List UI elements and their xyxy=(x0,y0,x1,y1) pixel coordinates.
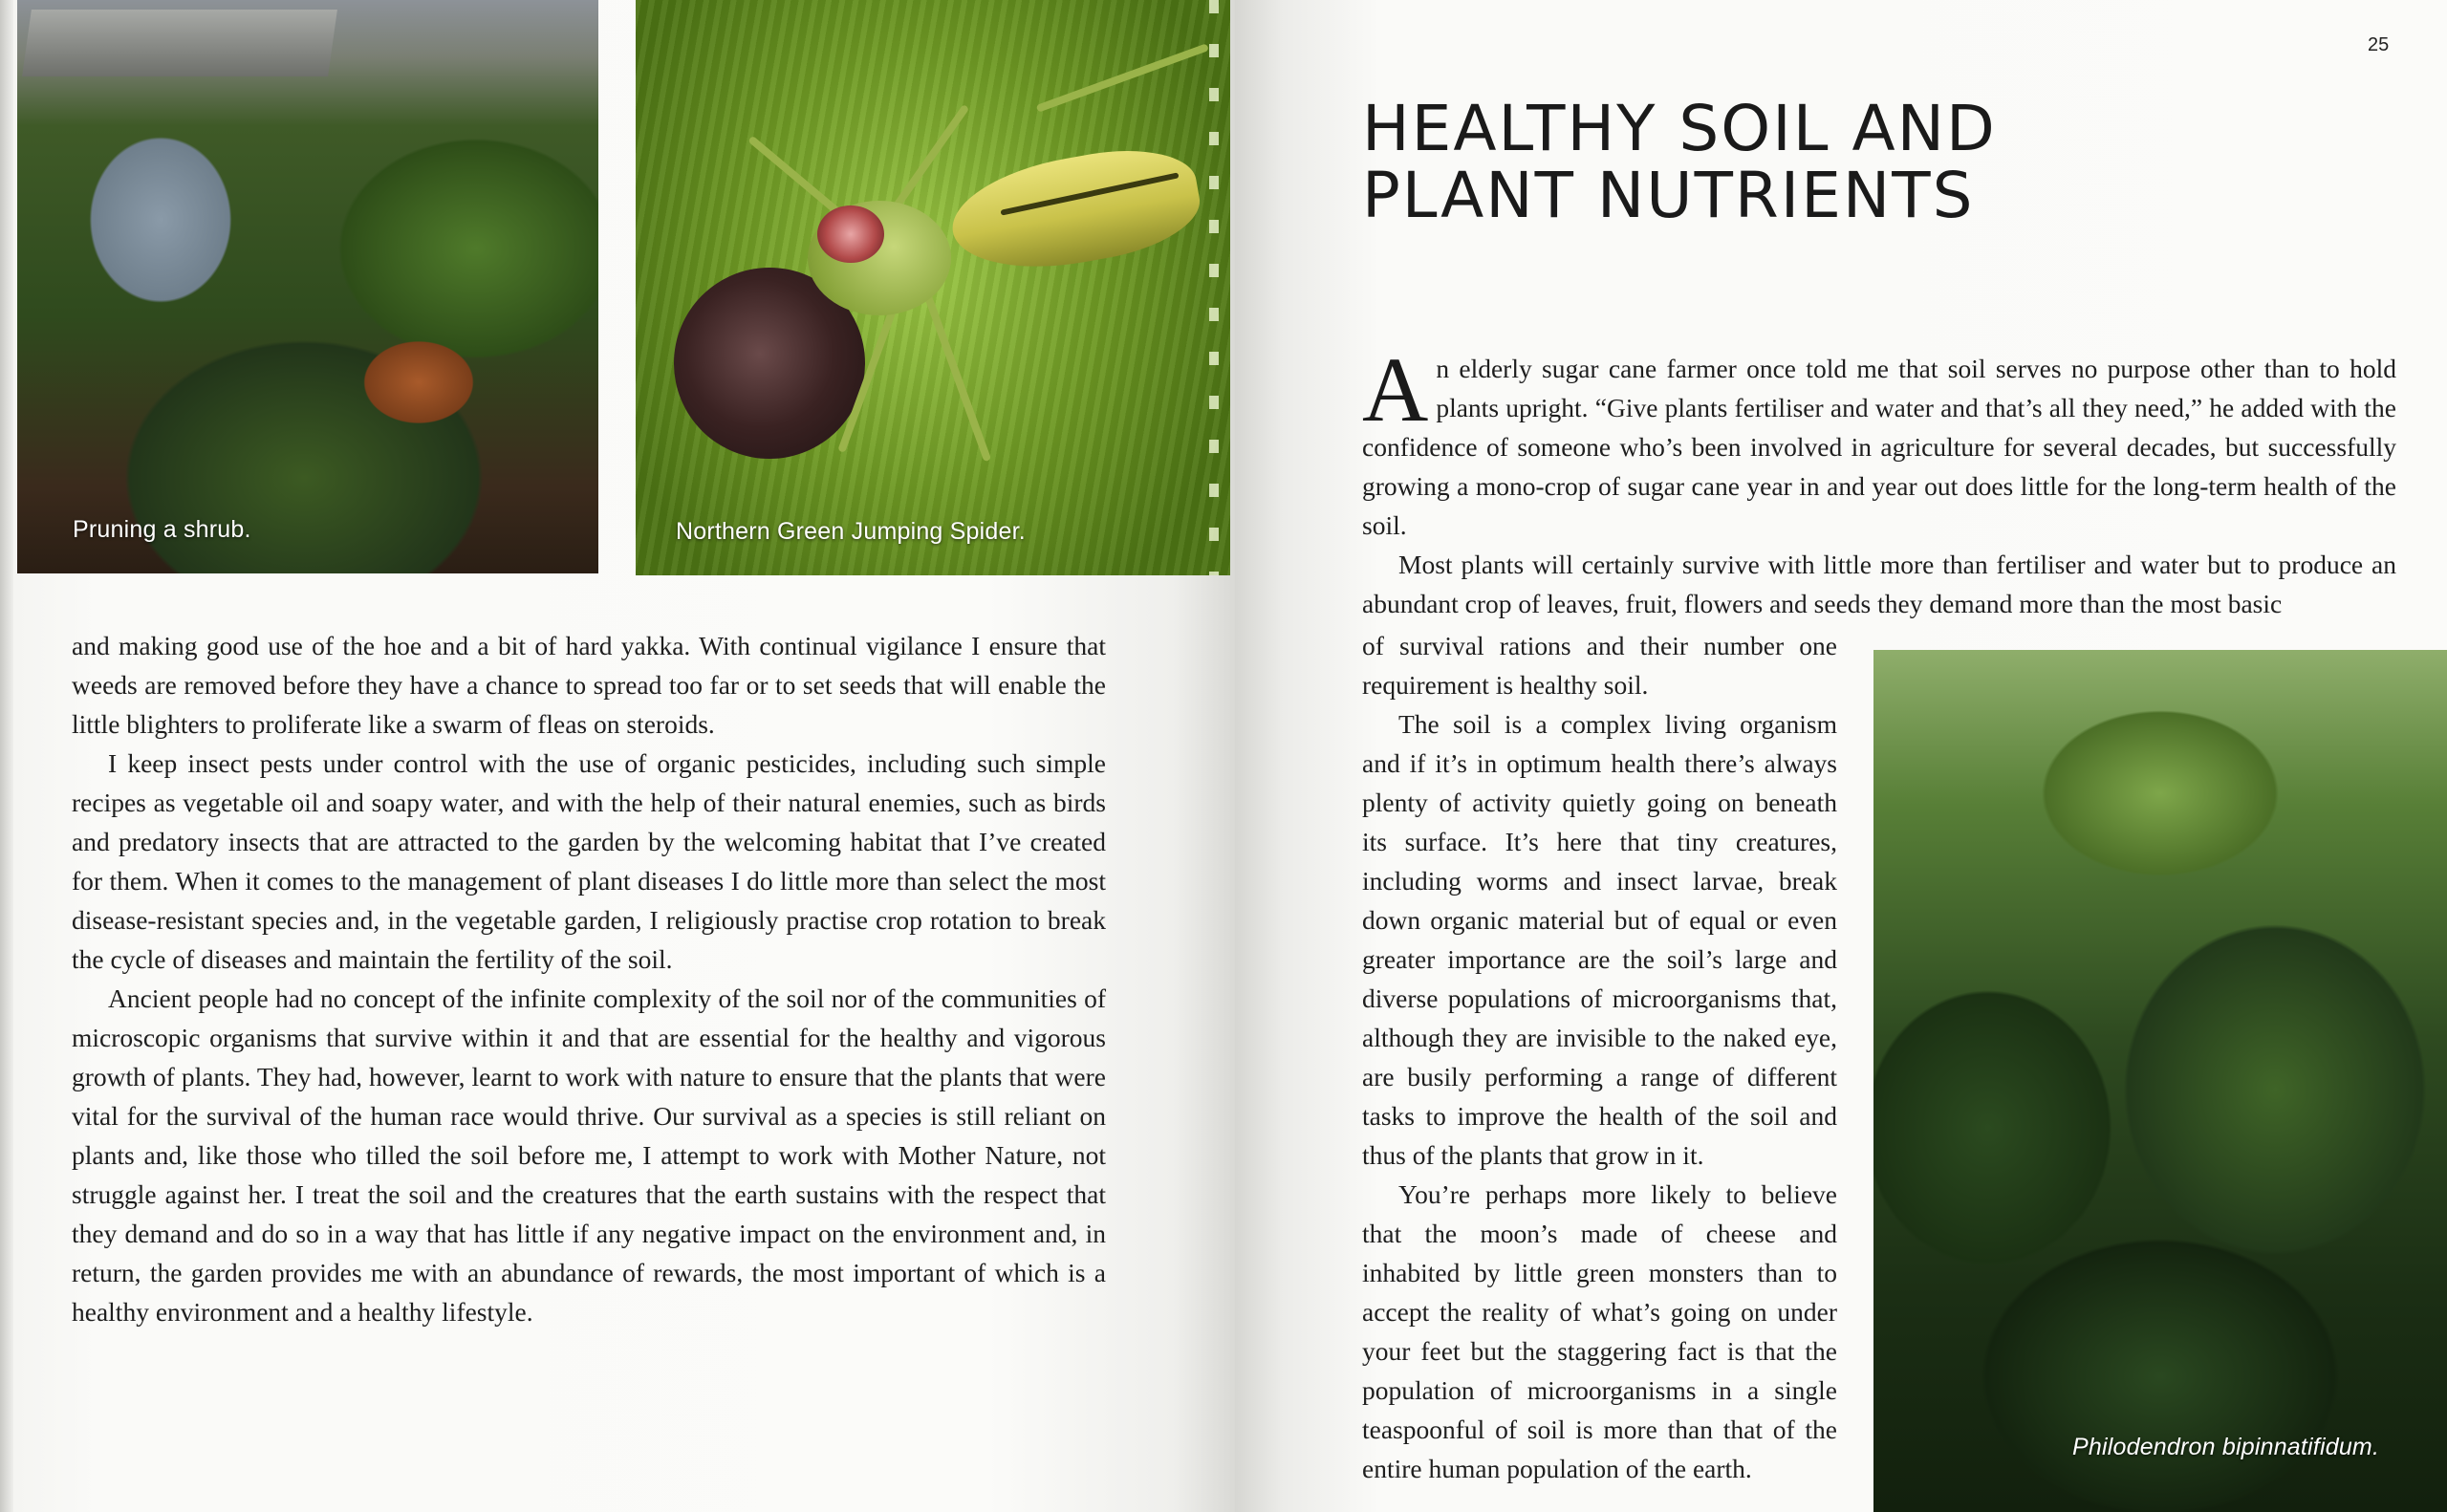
paragraph: The soil is a complex living organism and if it’s in optimum health there’s always plenty of activity quietly going on beneath its surface. It’s here that tiny creatures, including worms and insect larvae, break down organic material but of equal or even greater importance are the soil’s large and diverse populations of microorganisms that, although they are invisible to the naked eye, are busily performing a range of different tasks to improve the health of the soil and thus of the plants that grow in it. xyxy=(1362,709,1837,1170)
spider-leg xyxy=(1036,43,1209,113)
photo-jumping-spider xyxy=(636,0,1230,575)
right-body-text-column xyxy=(1362,626,1837,1488)
paragraph xyxy=(1362,338,2396,545)
photo-caption: Pruning a shrub. xyxy=(73,516,251,543)
film-edge xyxy=(1209,0,1219,575)
paragraph: Ancient people had no concept of the infinite complexity of the soil nor of the communities of microscopic organisms that survive within it and that are essential for the healthy and vigorous growth of plants. They had, however, learnt to work with nature to ensure that the plants that were vital for the survival of the human race would thrive. Our survival as a species is still reliant on plants and, like those who tilled the soil before me, I attempt to work with Mother Nature, not struggle against her. I treat the soil and the creatures that the earth sustains with the respect that they demand and do so in a way that has little if any negative impact on the environment and, in return, the garden provides me with an abundance of rewards, the most important of which is a healthy environment and a healthy lifestyle. xyxy=(72,983,1106,1327)
page-number: 25 xyxy=(2368,34,2390,55)
paragraph: Most plants will certainly survive with little more than fertiliser and water but to produce an abundant crop of leaves, fruit, flowers and seeds they demand more than the most basic xyxy=(1362,550,2396,618)
heading-line: PLANT NUTRIENTS xyxy=(1362,159,1975,232)
page-edge xyxy=(0,0,13,1512)
right-body-text-top xyxy=(1362,338,2396,623)
paragraph: You’re perhaps more likely to believe that the moon’s made of cheese and inhabited by little green monsters than to accept the reality of what’s going on under your feet but the staggering fact is that the population of microorganisms in a single teaspoonful of soil is more than that of the entire human population of the earth. xyxy=(1362,1179,1837,1483)
left-body-text xyxy=(72,626,1106,1331)
paragraph: of survival rations and their number one requirement is healthy soil. xyxy=(1362,631,1837,700)
heading-line: HEALTHY SOIL AND xyxy=(1362,92,1997,165)
spider-eyes xyxy=(817,205,884,263)
chapter-heading xyxy=(1362,92,2031,232)
photo-caption: Philodendron bipinnatifidum. xyxy=(2072,1434,2380,1460)
paragraph: I keep insect pests under control with the use of organic pesticides, including such simple recipes as vegetable oil and soapy water, and with the help of their natural enemies, such as birds and predatory insects that are attracted to the garden by the welcoming habitat that I’ve created for them. When it comes to the management of plant diseases I do little more than select the most disease-resistant species and, in the vegetable garden, I religiously practise crop rotation to break the cycle of diseases and maintain the fertility of the soil. xyxy=(72,748,1106,974)
photo-pruning-shrub xyxy=(17,0,598,573)
photo-philodendron xyxy=(1873,650,2447,1512)
shed-roof xyxy=(22,10,337,76)
paragraph-text: n elderly sugar cane farmer once told me that soil serves no purpose other than to hold plants upright. “Give plants fertiliser and water and that’s all they need,” he added with the confidence of someone who’s been involved in agriculture for several decades, but successfully growing a mono-crop of sugar cane year in and year out does little for the long-term health of the soil. xyxy=(1362,354,2396,540)
photo-caption: Northern Green Jumping Spider. xyxy=(676,518,1026,545)
drop-cap: A xyxy=(1362,338,1429,441)
spider-abdomen xyxy=(943,137,1206,283)
paragraph: and making good use of the hoe and a bit of hard yakka. With continual vigilance I ensure that weeds are removed before they have a chance to spread too far or to set seeds that will enable the little blighters to proliferate like a swarm of fleas on steroids. xyxy=(72,631,1106,739)
spider-leg xyxy=(919,280,991,463)
